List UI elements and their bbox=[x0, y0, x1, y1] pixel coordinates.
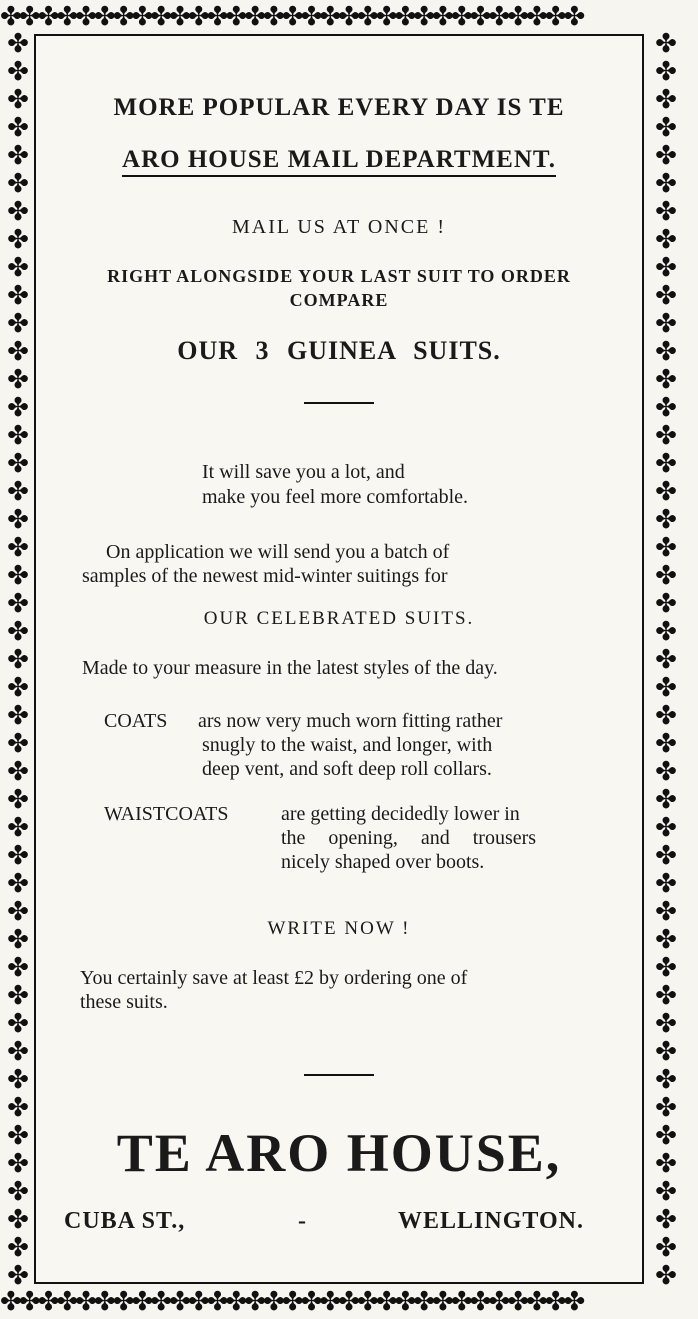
address-city: WELLINGTON. bbox=[398, 1208, 584, 1234]
application-line-1: On application we will send you a batch of bbox=[106, 541, 450, 563]
save-line-2: make you feel more comfortable. bbox=[202, 486, 468, 508]
coats-line-3: deep vent, and soft deep roll collars. bbox=[202, 758, 492, 780]
heading-line-2-text: ARO HOUSE MAIL DEPARTMENT. bbox=[122, 146, 556, 177]
offer-headline: OUR 3 GUINEA SUITS. bbox=[177, 336, 501, 365]
measure-line: Made to your measure in the latest styles of the day. bbox=[82, 657, 498, 679]
save-line-1: It will save you a lot, and bbox=[202, 461, 405, 483]
heading-line-1: MORE POPULAR EVERY DAY IS TE bbox=[113, 94, 565, 121]
coats-line-1: ars now very much worn fitting rather bbox=[198, 710, 503, 732]
waistcoats-line-3: nicely shaped over boots. bbox=[281, 851, 485, 873]
application-line-2: samples of the newest mid-winter suitings for bbox=[82, 565, 448, 587]
celebrated-suits: OUR CELEBRATED SUITS. bbox=[203, 608, 475, 629]
compare-line-1: RIGHT ALONGSIDE YOUR LAST SUIT TO ORDER bbox=[107, 266, 571, 286]
address-dash: - bbox=[298, 1208, 307, 1234]
coats-label: COATS bbox=[104, 710, 168, 732]
heading-line-2 bbox=[36, 146, 642, 174]
waistcoats-line-1: are getting decidedly lower in bbox=[281, 803, 520, 825]
ornamental-border-right: ✤ ✤ ✤ ✤ ✤ ✤ ✤ ✤ ✤ ✤ ✤ ✤ ✤ ✤ ✤ ✤ ✤ ✤ ✤ ✤ ✤ ✤ ✤ ✤ ✤ ✤ ✤ ✤ ✤ ✤ ✤ ✤ ✤ ✤ ✤ ✤ ✤ ✤ ✤ ✤ ✤ ✤ ✤ ✤ ✤ bbox=[655, 30, 677, 1288]
divider-rule-1 bbox=[304, 402, 374, 404]
advertisement-panel bbox=[34, 34, 644, 1284]
pounds-line-2: these suits. bbox=[80, 991, 168, 1013]
coats-line-2: snugly to the waist, and longer, with bbox=[202, 734, 493, 756]
company-name: TE ARO HOUSE, bbox=[116, 1123, 562, 1183]
pounds-line-1: You certainly save at least £2 by ordering one of bbox=[80, 967, 468, 989]
divider-rule-2 bbox=[304, 1074, 374, 1076]
mail-us-line: MAIL US AT ONCE ! bbox=[231, 216, 446, 238]
ornamental-border-left: ✤ ✤ ✤ ✤ ✤ ✤ ✤ ✤ ✤ ✤ ✤ ✤ ✤ ✤ ✤ ✤ ✤ ✤ ✤ ✤ ✤ ✤ ✤ ✤ ✤ ✤ ✤ ✤ ✤ ✤ ✤ ✤ ✤ ✤ ✤ ✤ ✤ ✤ ✤ ✤ ✤ ✤ ✤ ✤ ✤ bbox=[7, 30, 29, 1288]
ornamental-border-top: ✤✤✤✤✤✤✤✤✤✤✤✤✤✤✤✤✤✤✤✤✤✤✤✤✤✤✤✤✤✤✤ bbox=[0, 2, 583, 32]
ornamental-border-bottom: ✤✤✤✤✤✤✤✤✤✤✤✤✤✤✤✤✤✤✤✤✤✤✤✤✤✤✤✤✤✤✤ bbox=[0, 1287, 583, 1317]
write-now-line: WRITE NOW ! bbox=[267, 918, 411, 939]
waistcoats-label: WAISTCOATS bbox=[104, 803, 229, 825]
waistcoats-line-2: the opening, and trousers bbox=[281, 827, 537, 849]
address-street: CUBA ST., bbox=[64, 1208, 186, 1234]
compare-line-2: COMPARE bbox=[289, 290, 389, 310]
